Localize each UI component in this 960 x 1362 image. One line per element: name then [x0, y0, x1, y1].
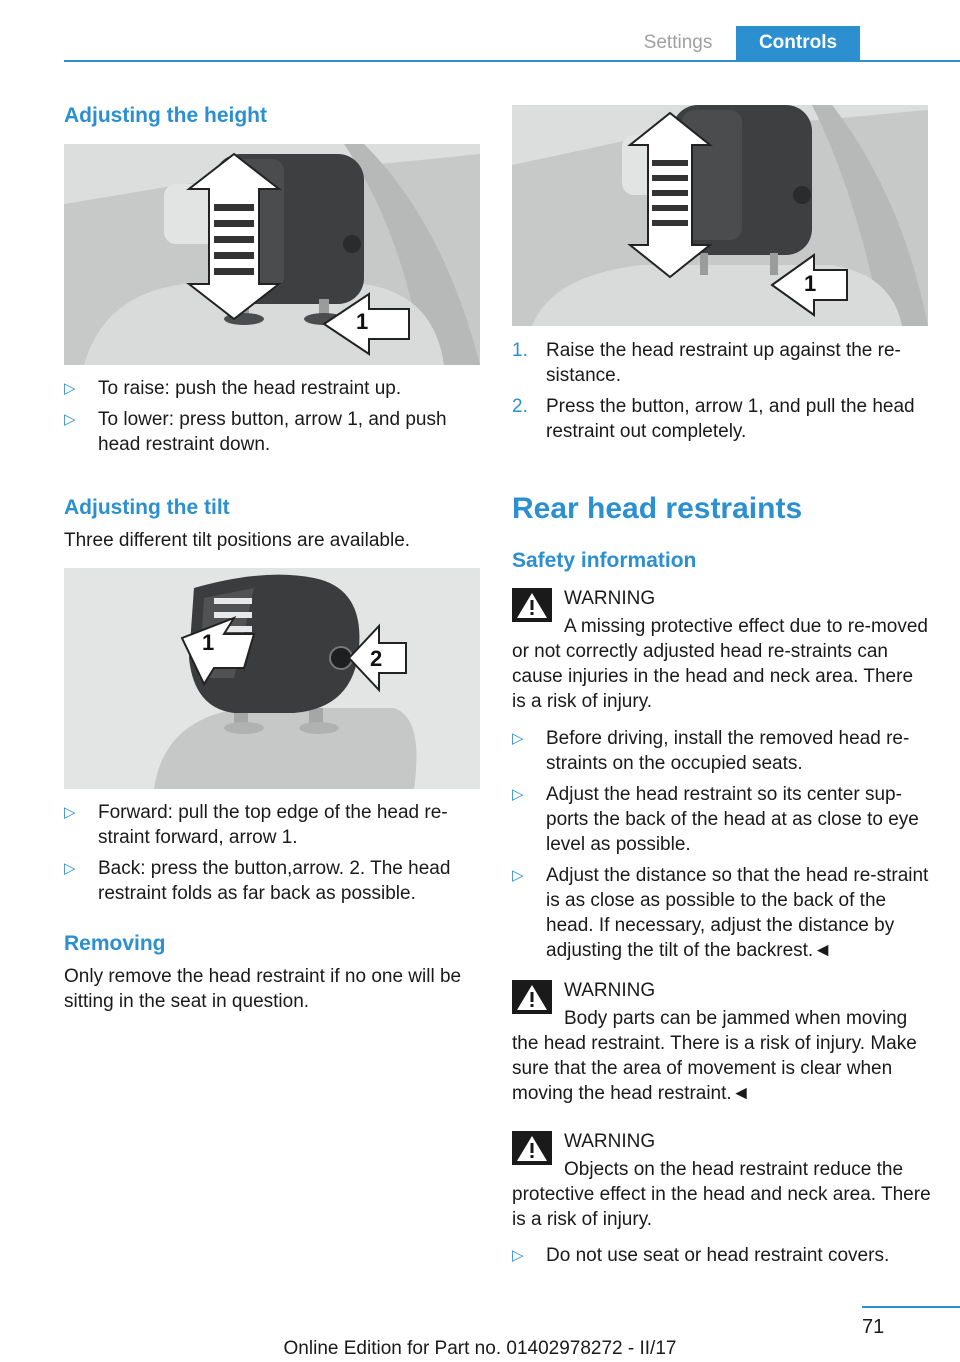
- heading-rear-head-restraints: Rear head restraints: [512, 492, 803, 525]
- height-instructions-list: [64, 376, 480, 463]
- remove-steps-list: [512, 338, 932, 450]
- triangle-right-icon: ▷: [512, 730, 524, 747]
- footer-edition: Online Edition for Part no. 01402978272 - II/17: [283, 1338, 677, 1359]
- warning-triangle-icon: [512, 1131, 552, 1165]
- heading-adjusting-height: Adjusting the height: [64, 104, 267, 127]
- warning-title: WARNING: [564, 980, 656, 1001]
- figure-arrow-label-1: 1: [356, 309, 369, 334]
- step-number: 2.: [512, 396, 528, 417]
- list-item: 2. Press the button, arrow 1, and pull the head restraint out completely.: [512, 396, 915, 442]
- triangle-right-icon: ▷: [64, 380, 76, 397]
- triangle-right-icon: ▷: [64, 860, 76, 877]
- figure-arrow-label-1: 1: [202, 630, 215, 655]
- warning-block-2: [512, 978, 932, 1106]
- tilt-instructions-list: [64, 800, 480, 912]
- warning-block-3: [512, 1129, 932, 1232]
- list-item: ▷ To raise: push the head restraint up.: [64, 378, 402, 399]
- removing-text: Only remove the head restraint if no one will be sitting in the seat in question.: [64, 966, 462, 1012]
- warning-block-1: [512, 586, 932, 714]
- list-item: ▷ Back: press the button,arrow. 2. The head restraint folds as far back as possible.: [64, 858, 451, 904]
- warning-triangle-icon: [512, 588, 552, 622]
- triangle-right-icon: ▷: [512, 1247, 524, 1264]
- figure-height-adjust: [64, 144, 480, 365]
- heading-adjusting-tilt: Adjusting the tilt: [64, 496, 230, 519]
- warning-triangle-icon: [512, 980, 552, 1014]
- list-item: ▷ Do not use seat or head restraint covers.: [512, 1245, 890, 1266]
- footer-rule: [862, 1306, 960, 1308]
- list-item: ▷ Adjust the head restraint so its center sup‐ports the back of the head at as close to eye level as possible.: [512, 784, 919, 855]
- warning-text: Objects on the head restraint reduce the protective effect in the head and neck area. There is a risk of injury.: [512, 1159, 931, 1230]
- list-item: 1. Raise the head restraint up against the re‐sistance.: [512, 340, 901, 386]
- step-number: 1.: [512, 340, 528, 361]
- list-item: ▷ Forward: pull the top edge of the head re‐straint forward, arrow 1.: [64, 802, 448, 848]
- list-item: ▷ Before driving, install the removed head re‐straints on the occupied seats.: [512, 728, 910, 774]
- header-section: Settings: [643, 32, 713, 53]
- figure-arrow-label-2: 2: [370, 646, 383, 671]
- triangle-right-icon: ▷: [64, 411, 76, 428]
- warning1-list: [512, 726, 932, 969]
- page-number: 71: [862, 1316, 885, 1338]
- header-rule: [64, 60, 960, 62]
- warning3-list: [512, 1243, 932, 1274]
- header-chapter-tab: Controls: [736, 26, 860, 62]
- figure-arrow-label-1: 1: [804, 271, 817, 296]
- heading-safety-information: Safety information: [512, 549, 697, 572]
- figure-tilt-adjust: [64, 568, 480, 789]
- heading-removing: Removing: [64, 932, 166, 955]
- warning-title: WARNING: [564, 1131, 656, 1152]
- warning-text: Body parts can be jammed when moving the head restraint. There is a risk of injury. Make sure that the area of movement is clear when moving the head restraint.◄: [512, 1008, 917, 1104]
- list-item: ▷ To lower: press button, arrow 1, and push head restraint down.: [64, 409, 447, 455]
- tilt-intro-text: Three different tilt positions are available.: [64, 530, 411, 551]
- figure-remove-restraint: [512, 105, 928, 326]
- warning-title: WARNING: [564, 588, 656, 609]
- triangle-right-icon: ▷: [512, 786, 524, 803]
- warning-text: A missing protective effect due to re‐moved or not correctly adjusted head re‐straints can cause injuries in the head and neck area. There is a risk of injury.: [512, 616, 928, 712]
- triangle-right-icon: ▷: [64, 804, 76, 821]
- list-item: ▷ Adjust the distance so that the head re‐straint is as close as possible to the back of the head. If necessary, adjust the distance by adjusting the tilt of the backrest.◄: [512, 865, 929, 961]
- triangle-right-icon: ▷: [512, 867, 524, 884]
